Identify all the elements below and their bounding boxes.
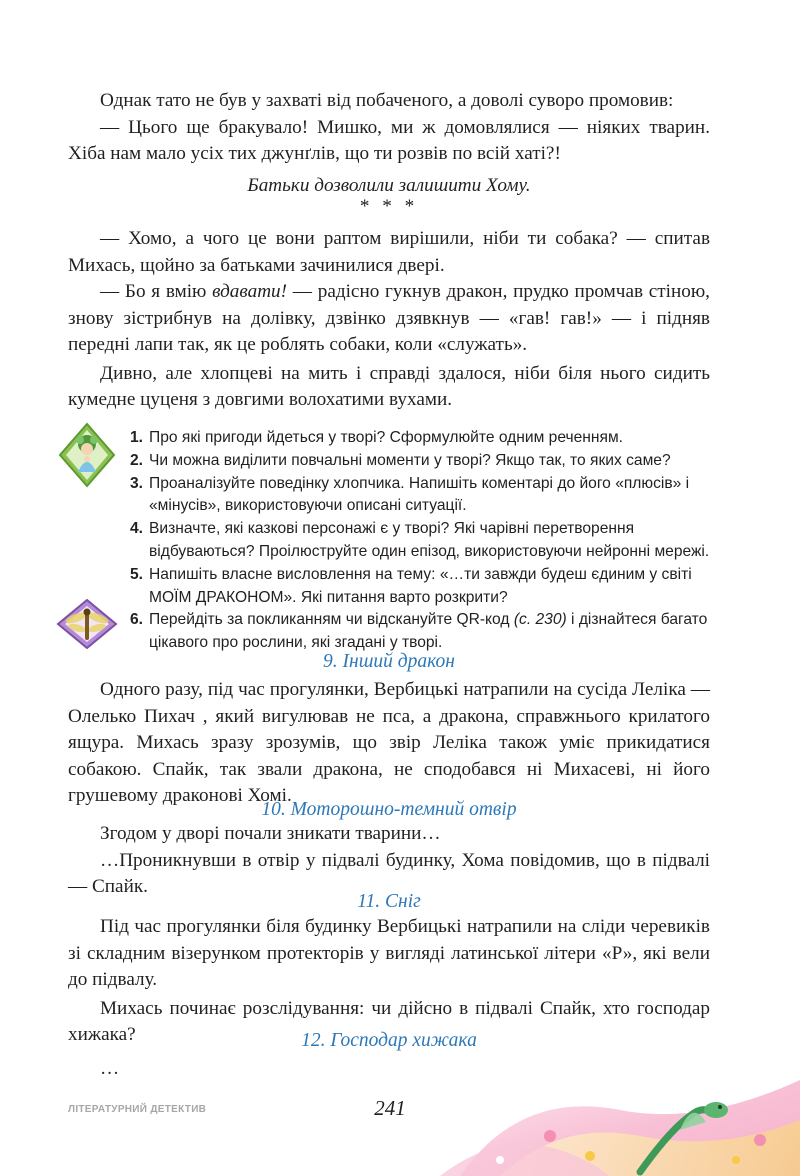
paragraph: …Проникнувши в отвір у підвалі будинку, Хома повідомив, що в підвалі — Спайк.: [68, 849, 710, 897]
question-text: Проаналізуйте поведінку хлопчика. Напишіть коментарі до його «плюсів» і «мінусів», використовуючи описані ситуації.: [149, 474, 690, 515]
questions-list: [130, 427, 716, 655]
fairy-girl-icon: [58, 422, 116, 488]
question-number: 2.: [130, 451, 144, 469]
section-heading: 12. Господар хижака: [301, 1030, 477, 1051]
page-reference: (с. 230): [513, 611, 567, 629]
question-text: Про які пригоди йдеться у творі? Сформулюйте одним реченням.: [149, 429, 624, 446]
question-number: 1.: [130, 429, 144, 446]
question-item: [130, 564, 716, 610]
text-run: і дізнайтеся багато цікавого про рослини, які згадані у творі.: [149, 611, 708, 652]
question-text: Визначте, які казкові персонажі є у творі? Які чарівні перетворення відбуваються? Проілюструйте один епізод, використовуючи нейронні мережі.: [149, 520, 710, 560]
text-run-italic: вдавати!: [212, 281, 288, 302]
section-heading: 9. Інший дракон: [323, 651, 455, 672]
paragraph: Під час прогулянки біля будинку Вербицькі натрапили на сліди черевиків зі складним візерунком протекторів у вигляді латинської літери «Р», які вели до підвалу.: [68, 916, 710, 990]
dragon-flowers-decoration: [440, 1060, 800, 1176]
text-run: — Бо я вмію: [100, 281, 213, 302]
question-number: 4.: [130, 520, 144, 538]
paragraph: Однак тато не був у захваті від побаченого, а доволі суворо промовив:: [100, 90, 674, 111]
paragraph: — Цього ще бракувало! Мишко, ми ж домовлялися — ніяких тварин. Хіба нам мало усіх тих джунґлів, що ти розвів по всій хаті?!: [68, 116, 710, 164]
paragraph: Дивно, але хлопцеві на мить і справді здалося, ніби біля нього сидить кумедне цуценя з довгими волохатими вухами.: [68, 362, 710, 410]
intro-text: [68, 88, 710, 414]
paragraph: [68, 279, 710, 359]
paragraph: …: [100, 1058, 120, 1079]
paragraph: Михась починає розслідування: чи дійсно в підвалі Спайк, хто господар хижака?: [68, 997, 710, 1045]
page-number: 241: [374, 1096, 406, 1120]
text-run: Перейдіть за покликанням чи відскануйте QR-код: [149, 611, 514, 629]
text-run: — радісно гукнув дракон, прудко промчав стіною, знову зістрибнув на долівку, дзвінко дзявкнув — «гав! гав!» — і підняв передні лапи так, як це роблять собаки, коли «служать».: [68, 281, 710, 355]
paragraph: — Хомо, а чого це вони раптом вирішили, ніби ти собака? — спитав Михась, щойно за батьками зачинилися двері.: [68, 228, 710, 276]
dragonfly-icon: [56, 598, 118, 650]
question-number: 6.: [130, 611, 144, 629]
question-text: Чи можна виділити повчальні моменти у творі? Якщо так, то яких саме?: [149, 451, 671, 469]
question-item: [130, 473, 716, 519]
question-number: 3.: [130, 474, 144, 492]
separator: * * *: [359, 196, 419, 217]
question-number: 5.: [130, 565, 144, 583]
paragraph: Одного разу, під час прогулянки, Вербицькі натрапили на сусіда Леліка — Олелько Пихач , який вигулював не пса, а дракона, справжнього крилатого ящура. Михась зразу зрозумів, що звір Леліка також уміє прикидатися собакою. Спайк, так звали дракона, не сподобався ні Михасеві, ні його грушевому драконові Хомі.: [68, 679, 710, 806]
section-heading: 11. Сніг: [357, 891, 421, 912]
question-text: Напишіть власне висловлення на тему: «…ти завжди будеш єдиним у світі МОЇМ ДРАКОНОМ». Які питання варто розкрити?: [149, 565, 692, 606]
section-heading: 10. Моторошно-темний отвір: [261, 799, 517, 820]
running-footer-label: ЛІТЕРАТУРНИЙ ДЕТЕКТИВ: [68, 1104, 207, 1115]
summary-line: Батьки дозволили залишити Хому.: [247, 174, 531, 196]
question-item: [130, 427, 716, 450]
question-item: [130, 450, 716, 473]
section-9-text: [68, 677, 710, 810]
question-item: [130, 518, 716, 564]
paragraph: Згодом у дворі почали зникати тварини…: [100, 823, 441, 844]
